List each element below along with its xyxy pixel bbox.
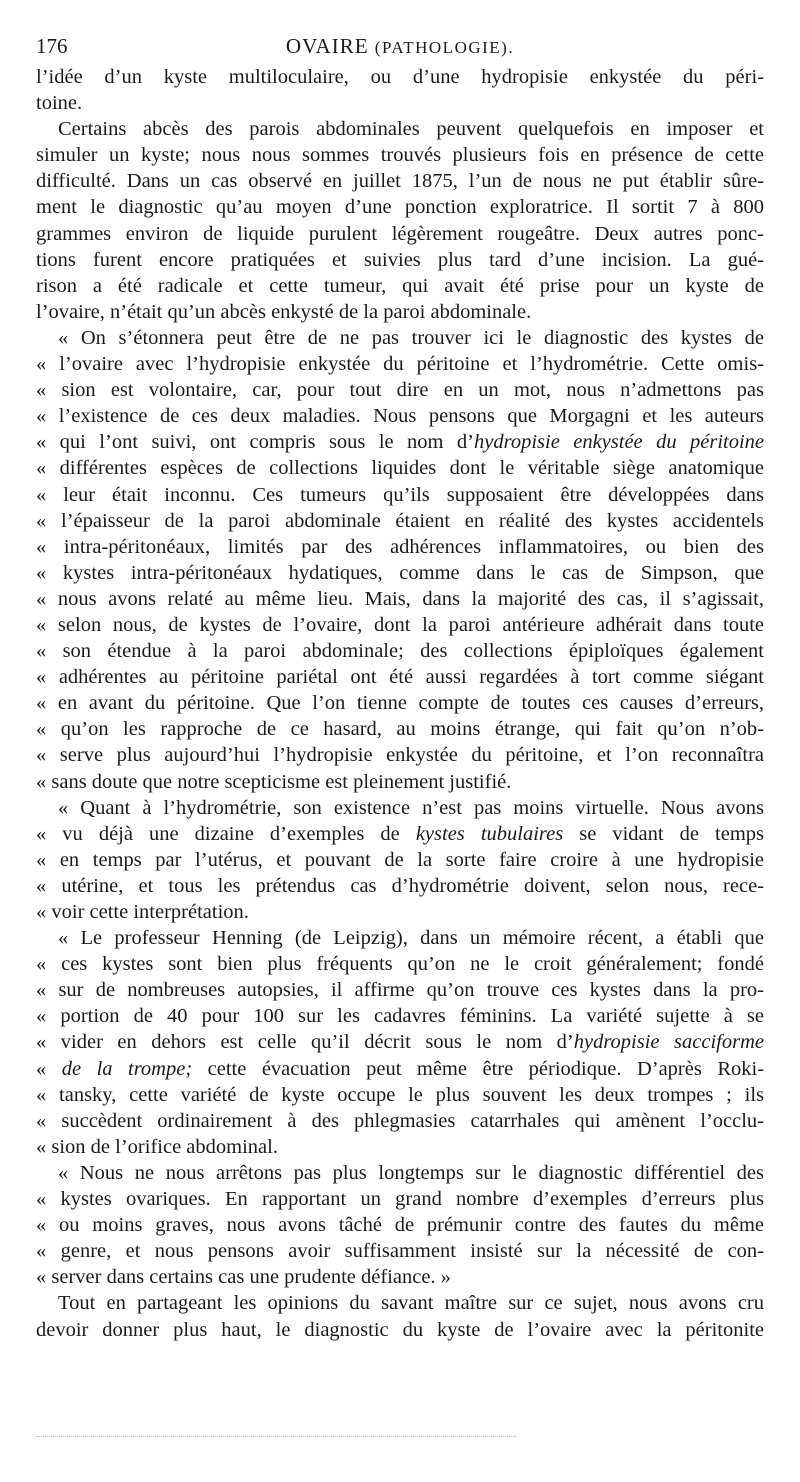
quote-line: « sion est volontaire, car, pour tout dire en un mot, nous n’admettons pas [36, 379, 764, 402]
italic-term: hydropisie sacciforme [573, 1031, 764, 1054]
quote-line: « sur de nombreuses autopsies, il affirme qu’on trouve ces kystes dans la pro- [36, 979, 764, 1002]
quote-line: « en avant du péritoine. Que l’on tienne compte de toutes ces causes d’erreurs, [36, 692, 764, 715]
text-line: simuler un kyste; nous nous sommes trouvés plusieurs fois en présence de cette [36, 144, 764, 167]
page-body-text [36, 64, 764, 1343]
quote-line-with-italic [36, 1029, 764, 1055]
text-line: ment le diagnostic qu’au moyen d’une ponction exploratrice. Il sortit 7 à 800 [36, 196, 764, 219]
quote-line-head: « qui l’ont suivi, ont compris sous le nom d’ [36, 431, 475, 454]
text-line: tions furent encore pratiquées et suivies plus tard d’une incision. La gué- [36, 248, 764, 271]
quote-paragraph-start-line: « Quant à l’hydrométrie, son existence n’est pas moins virtuelle. Nous avons [58, 796, 764, 819]
page-number: 176 [36, 34, 68, 58]
quote-line: « kystes intra-péritonéaux hydatiques, comme dans le cas de Simpson, que [36, 561, 764, 584]
quote-line: « différentes espèces de collections liquides dont le véritable siège anatomique [36, 457, 764, 480]
page-bottom-rule [36, 1436, 516, 1439]
quote-line: « succèdent ordinairement à des phlegmasies catarrhales qui amènent l’occlu- [36, 1109, 764, 1132]
quote-line: « ou moins graves, nous avons tâché de prémunir contre des fautes du même [36, 1214, 764, 1237]
paragraph-start-line: Certains abcès des parois abdominales peuvent quelquefois en imposer et [58, 118, 764, 141]
text-line: rison a été radicale et cette tumeur, qui avait été prise pour un kyste de [36, 274, 764, 297]
quote-line-head: « vider en dehors est celle qu’il décrit sous le nom d’ [36, 1031, 574, 1054]
quote-paragraph-start-line: « Le professeur Henning (de Leipzig), dans un mémoire récent, a établi que [58, 927, 764, 950]
quote-line: « genre, et nous pensons avoir suffisamment insisté sur la nécessité de con- [36, 1240, 764, 1263]
text-line: l’ovaire, n’était qu’un abcès enkysté de la paroi abdominale. [36, 300, 532, 323]
quote-line-tail: se vidant de temps [563, 822, 765, 845]
quote-line: « en temps par l’utérus, et pouvant de la sorte faire croire à une hydropisie [36, 848, 764, 871]
running-title [36, 32, 764, 62]
quote-line: « l’épaisseur de la paroi abdominale étaient en réalité des kystes accidentels [36, 509, 764, 532]
quote-line: « server dans certains cas une prudente défiance. » [36, 1266, 451, 1289]
quote-line-tail: cette évacuation peut même être périodique. D’après Roki- [192, 1057, 765, 1080]
quote-line: « l’existence de ces deux maladies. Nous pensons que Morgagni et les auteurs [36, 405, 764, 428]
running-title-main: OVAIRE [285, 34, 369, 58]
quote-line-head: « [36, 1057, 62, 1080]
text-line: l’idée d’un kyste multiloculaire, ou d’une hydropisie enkystée du péri- [36, 66, 764, 88]
paragraph-start-line: Tout en partageant les opinions du savant maître sur ce sujet, nous avons cru [58, 1292, 764, 1315]
quote-line: « selon nous, de kystes de l’ovaire, dont la paroi antérieure adhérait dans toute [36, 613, 764, 636]
running-header [36, 32, 764, 60]
quote-line: « sion de l’orifice abdominal. [36, 1135, 278, 1158]
text-line: difficulté. Dans un cas observé en juillet 1875, l’un de nous ne put établir sûre- [36, 170, 764, 193]
quote-line: « portion de 40 pour 100 sur les cadavres féminins. La variété sujette à se [36, 1005, 764, 1028]
italic-term: hydropisie enkystée du péritoine [474, 431, 765, 454]
quote-line: « utérine, et tous les prétendus cas d’hydrométrie doivent, selon nous, rece- [36, 874, 764, 897]
text-line: grammes environ de liquide purulent légèrement rougeâtre. Deux autres ponc- [36, 222, 764, 245]
quote-line: « intra-péritonéaux, limités par des adhérences inflammatoires, ou bien des [36, 535, 764, 558]
quote-line: « serve plus aujourd’hui l’hydropisie enkystée du péritoine, et l’on reconnaîtra [36, 744, 764, 767]
quote-line: « adhérentes au péritoine pariétal ont été aussi regardées à tort comme siégant [36, 666, 764, 689]
quote-line: « ces kystes sont bien plus fréquents qu’on ne le croit généralement; fondé [36, 953, 764, 976]
quote-line: « sans doute que notre scepticisme est pleinement justifié. [36, 770, 512, 793]
quote-line: « kystes ovariques. En rapportant un grand nombre d’exemples d’erreurs plus [36, 1188, 764, 1211]
quote-line-with-italic [36, 821, 764, 847]
quote-line: « voir cette interprétation. [36, 901, 249, 923]
italic-term: de la trompe; [61, 1057, 193, 1080]
quote-line-with-italic [36, 429, 764, 455]
quote-line: « tansky, cette variété de kyste occupe le plus souvent les deux trompes ; ils [36, 1083, 764, 1106]
quote-line: « son étendue à la paroi abdominale; des collections épiploïques également [36, 640, 764, 663]
running-title-sub: (PATHOLOGIE). [374, 38, 515, 57]
italic-term: kystes tubulaires [415, 822, 564, 845]
quote-line: « l’ovaire avec l’hydropisie enkystée du péritoine et l’hydrométrie. Cette omis- [36, 353, 764, 376]
quote-line: « qu’on les rapproche de ce hasard, au moins étrange, qui fait qu’on n’ob- [36, 718, 764, 741]
text-line: toine. [36, 92, 83, 115]
quote-paragraph-start-line: « On s’étonnera peut être de ne pas trouver ici le diagnostic des kystes de [58, 326, 764, 349]
quote-line-with-italic [36, 1056, 764, 1082]
text-line: devoir donner plus haut, le diagnostic du kyste de l’ovaire avec la péritonite [36, 1318, 764, 1341]
quote-line-head: « vu déjà une dizaine d’exemples de [36, 822, 416, 845]
quote-paragraph-start-line: « Nous ne nous arrêtons pas plus longtemps sur le diagnostic différentiel des [58, 1161, 764, 1184]
quote-line: « nous avons relaté au même lieu. Mais, dans la majorité des cas, il s’agissait, [36, 587, 764, 610]
quote-line: « leur était inconnu. Ces tumeurs qu’ils supposaient être développées dans [36, 483, 764, 506]
